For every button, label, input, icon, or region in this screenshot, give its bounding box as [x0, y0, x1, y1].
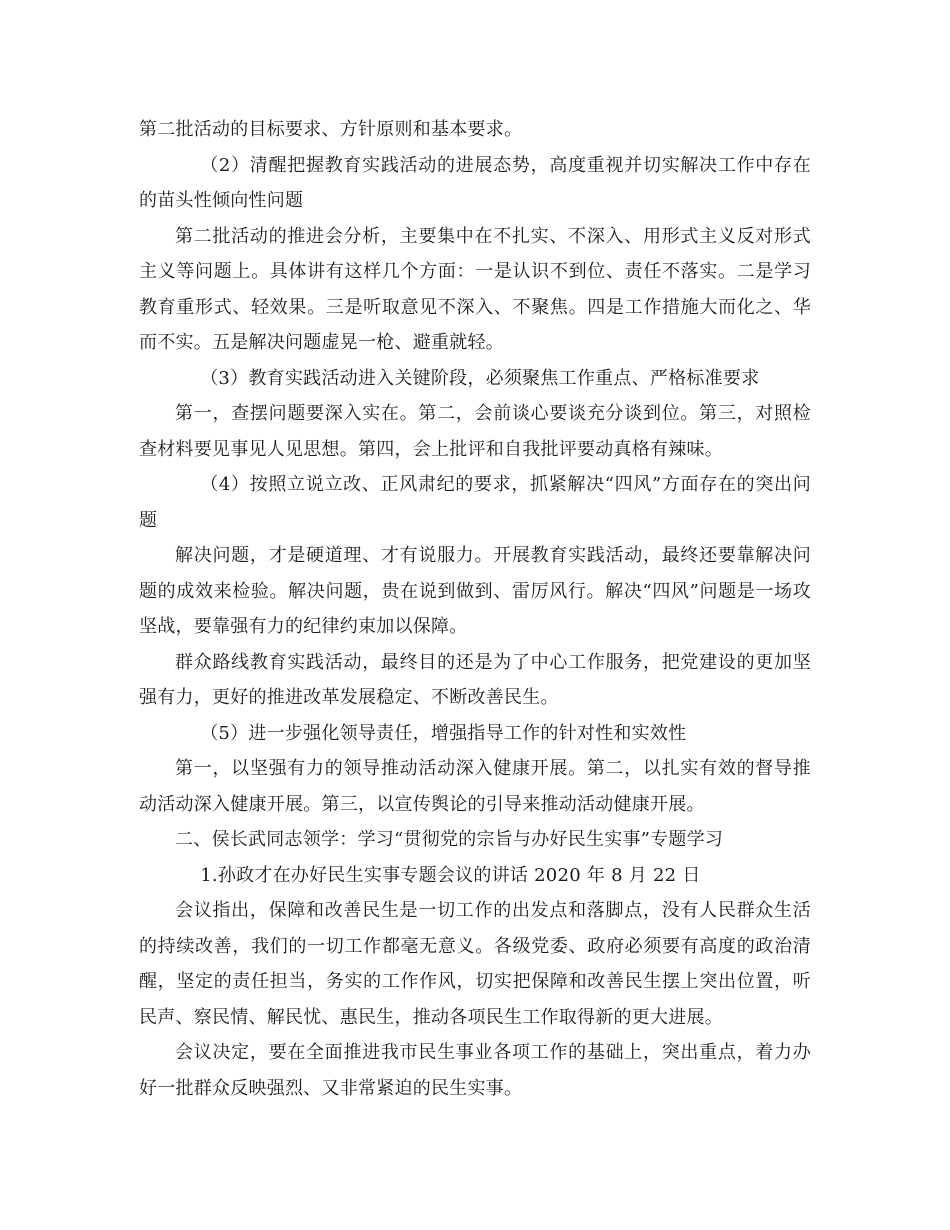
paragraph-leadership: 第一，以坚强有力的领导推动活动深入健康开展。第二，以扎实有效的督导推动活动深入健康开展。第三，以宣传舆论的引导来推动活动健康开展。: [139, 758, 811, 815]
paragraph-checklist: 第一，查摆问题要深入实在。第二，会前谈心要谈充分谈到位。第三，对照检查材料要见事见人见思想。第四，会上批评和自我批评要动真格有辣味。: [139, 403, 811, 460]
section-heading-2: （2）清醒把握教育实践活动的进展态势，高度重视并切实解决工作中存在的苗头性倾向性问题: [139, 154, 811, 211]
section-heading-5: （5）进一步强化领导责任，增强指导工作的针对性和实效性: [200, 722, 687, 744]
section-heading-part-two: 二、侯长武同志领学：学习“贯彻党的宗旨与办好民生实事”专题学习: [175, 829, 724, 850]
paragraph-problem-solving: 解决问题，才是硬道理、才有说服力。开展教育实践活动，最终还要靠解决问题的成效来检验。解决问题，贵在说到做到、雷厉风行。解决“四风”问题是一场攻坚战，要靠强有力的纪律约束加以保障。: [139, 545, 811, 637]
section-heading-4: （4）按照立说立改、正风肃纪的要求，抓紧解决“四风”方面存在的突出问题: [139, 474, 811, 531]
document-body: [139, 112, 811, 1106]
paragraph-meeting-points: 会议指出，保障和改善民生是一切工作的出发点和落脚点，没有人民群众生活的持续改善，我们的一切工作都毫无意义。各级党委、政府必须要有高度的政治清醒，坚定的责任担当，务实的工作作风，切实把保障和改善民生摆上突出位置，听民声、察民情、解民忧、惠民生，推动各项民生工作取得新的更大进展。: [139, 900, 811, 1028]
paragraph-mass-line: 群众路线教育实践活动，最终目的还是为了中心工作服务，把党建设的更加坚强有力，更好的推进改革发展稳定、不断改善民生。: [139, 651, 811, 708]
paragraph-meeting-decision: 会议决定，要在全面推进我市民生事业各项工作的基础上，突出重点，着力办好一批群众反映强烈、又非常紧迫的民生实事。: [139, 1042, 811, 1099]
paragraph-analysis: 第二批活动的推进会分析，主要集中在不扎实、不深入、用形式主义反对形式主义等问题上。具体讲有这样几个方面：一是认识不到位、责任不落实。二是学习教育重形式、轻效果。三是听取意见不深入、不聚焦。四是工作措施大而化之、华而不实。五是解决问题虚晃一枪、避重就轻。: [139, 225, 811, 353]
subsection-heading-1: 1.孙政才在办好民生实事专题会议的讲话 2020 年 8 月 22 日: [200, 864, 701, 886]
section-heading-3: （3）教育实践活动进入关键阶段，必须聚焦工作重点、严格标准要求: [200, 367, 760, 389]
paragraph-continuation: 第二批活动的目标要求、方针原则和基本要求。: [139, 119, 523, 140]
